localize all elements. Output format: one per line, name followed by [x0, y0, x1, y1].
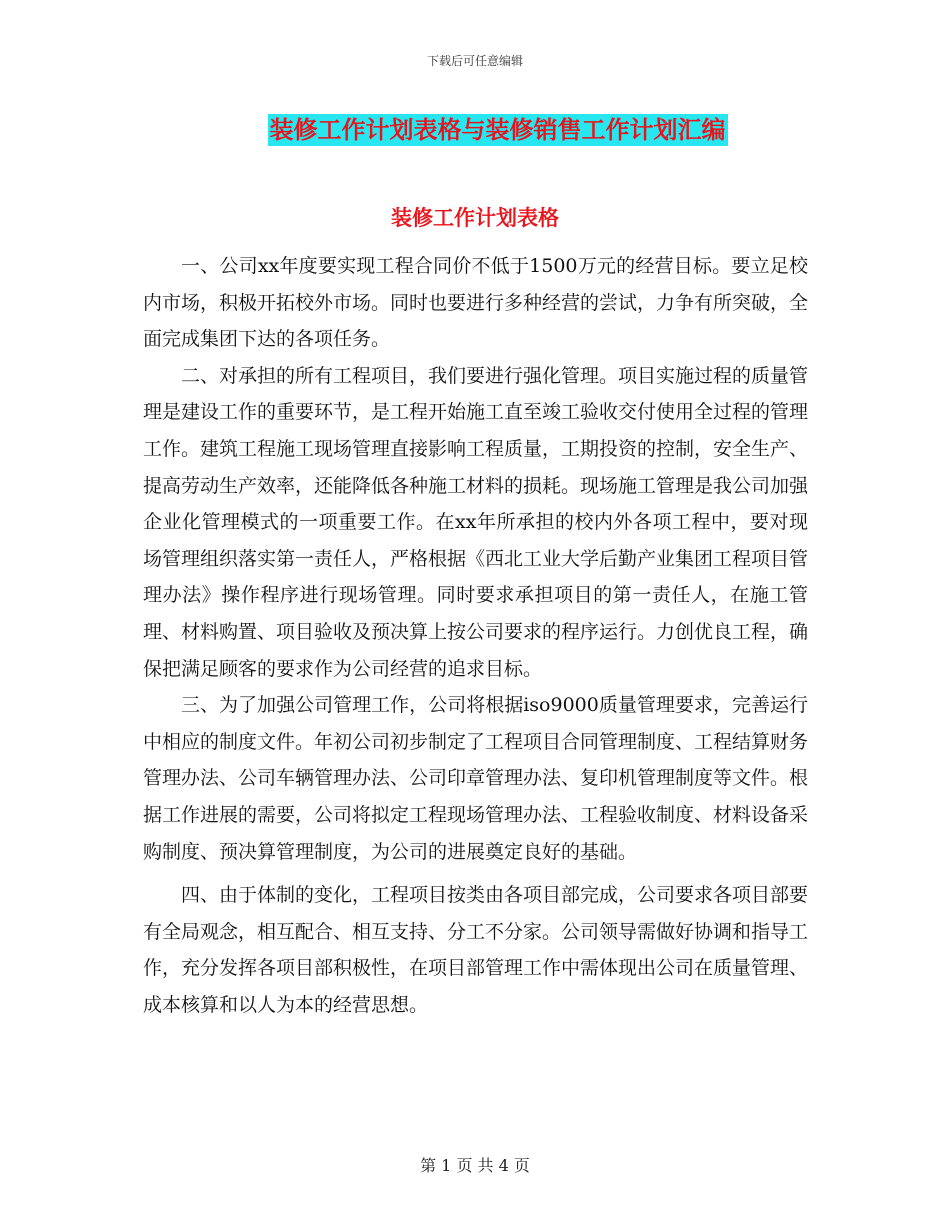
paragraph-4: 四、由于体制的变化，工程项目按类由各项目部完成，公司要求各项目部要有全局观念，相互配合、相互支持、分工不分家。公司领导需做好协调和指导工作，充分发挥各项目部积极性，在项目部管理工作中需体现出公司在质量管理、成本核算和以人为本的经营思想。 — [143, 884, 809, 1016]
page-number-footer: 第 1 页 共 4 页 — [420, 1156, 530, 1175]
paragraph-1: 一、公司xx年度要实现工程合同价不低于1500万元的经营目标。要立足校内市场，积极开拓校外市场。同时也要进行多种经营的尝试，力争有所突破，全面完成集团下达的各项任务。 — [143, 255, 809, 351]
paragraph-3: 三、为了加强公司管理工作，公司将根据iso9000质量管理要求，完善运行中相应的制度文件。年初公司初步制定了工程项目合同管理制度、工程结算财务管理办法、公司车辆管理办法、公司印章管理办法、复印机管理制度等文件。根据工作进展的需要，公司将拟定工程现场管理办法、工程验收制度、材料设备采购制度、预决算管理制度，为公司的进展奠定良好的基础。 — [143, 694, 809, 863]
section-title: 装修工作计划表格 — [391, 206, 559, 230]
body-text — [143, 248, 808, 1023]
main-title: 装修工作计划表格与装修销售工作计划汇编 — [269, 116, 726, 144]
header-note: 下载后可任意编辑 — [426, 54, 523, 68]
paragraph-2: 二、对承担的所有工程项目，我们要进行强化管理。项目实施过程的质量管理是建设工作的重要环节，是工程开始施工直至竣工验收交付使用全过程的管理工作。建筑工程施工现场管理直接影响工程质量，工期投资的控制，安全生产、提高劳动生产效率，还能降低各种施工材料的损耗。现场施工管理是我公司加强企业化管理模式的一项重要工作。在xx年所承担的校内外各项工程中，要对现场管理组织落实第一责任人，严格根据《西北工业大学后勤产业集团工程项目管理办法》操作程序进行现场管理。同时要求承担项目的第一责任人，在施工管理、材料购置、项目验收及预决算上按公司要求的程序运行。力创优良工程，确保把满足顾客的要求作为公司经营的追求目标。 — [143, 364, 809, 680]
main-title-container — [0, 114, 950, 146]
